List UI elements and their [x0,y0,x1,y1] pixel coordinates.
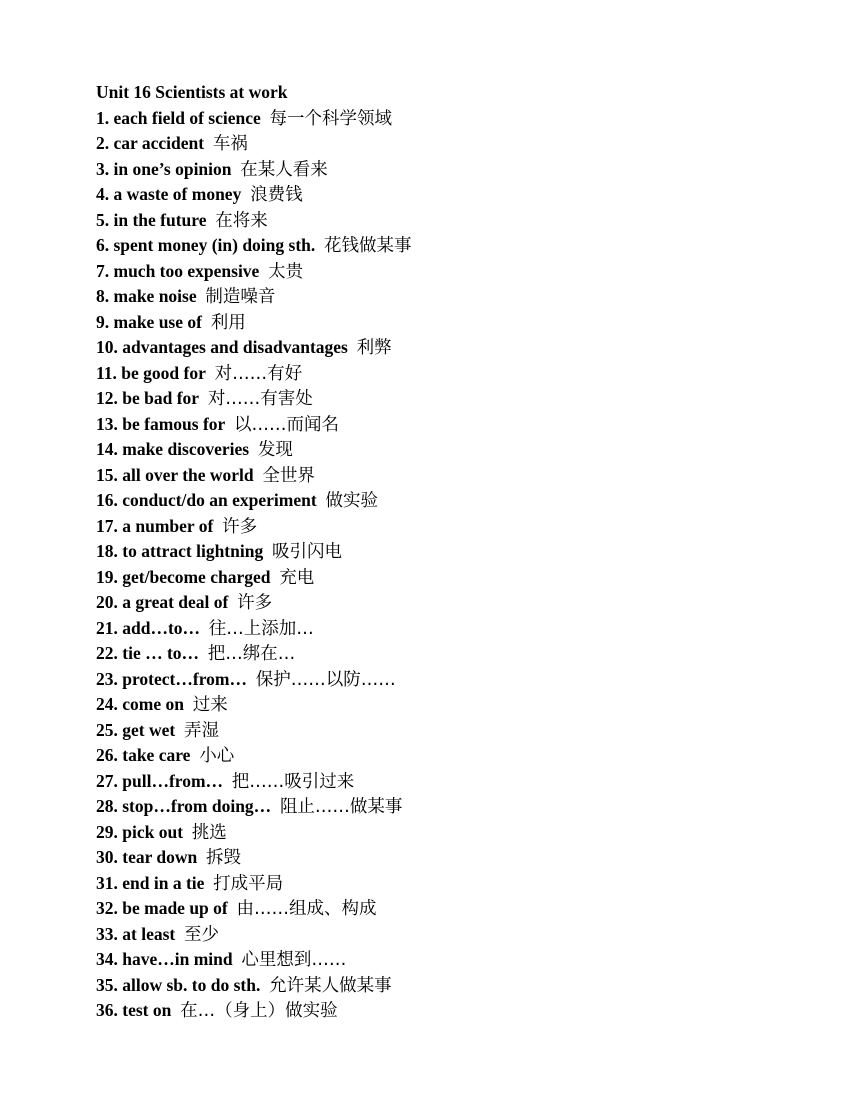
vocab-item [96,947,816,973]
vocab-chinese: 由……组成、构成 [236,899,377,919]
vocab-item [96,667,816,693]
vocab-item [96,871,816,897]
vocab-english: 36. test on [96,1000,172,1020]
vocab-chinese: 全世界 [262,465,315,486]
vocab-english: 19. get/become charged [96,566,271,587]
vocab-english: 9. make use of [96,311,202,332]
vocab-english: 23. protect…from… [96,668,247,689]
vocab-english: 32. be made up of [96,898,228,918]
vocab-chinese: 心里想到…… [241,950,347,970]
vocab-item [96,463,816,489]
vocab-english: 15. all over the world [96,464,254,485]
vocab-english: 11. be good for [96,362,206,383]
vocab-item [96,361,816,387]
vocab-item [96,820,816,846]
vocab-english: 34. have…in mind [96,949,233,969]
vocab-english: 28. stop…from doing… [96,796,272,816]
vocab-item [96,259,816,285]
vocab-english: 25. get wet [96,719,176,740]
vocab-english: 14. make discoveries [96,439,250,459]
vocab-chinese: 小心 [199,746,235,766]
vocab-chinese: 允许某人做某事 [269,975,392,996]
vocab-english: 2. car accident [96,133,205,153]
vocab-item [96,539,816,565]
vocab-english: 5. in the future [96,209,207,230]
vocab-english: 7. much too expensive [96,260,260,281]
vocab-chinese: 对……有好 [214,363,303,384]
vocab-chinese: 弄湿 [183,720,219,741]
vocab-item [96,769,816,795]
vocab-item [96,565,816,591]
vocab-chinese: 往…上添加… [208,618,314,639]
vocab-item [96,157,816,183]
vocab-item [96,973,816,999]
vocab-english: 35. allow sb. to do sth. [96,974,261,995]
vocab-chinese: 把……吸引过来 [231,771,355,792]
vocab-chinese: 车祸 [212,134,248,154]
vocab-chinese: 许多 [237,593,273,613]
vocab-english: 33. at least [96,923,176,944]
vocab-item [96,616,816,642]
vocab-english: 16. conduct/do an experiment [96,490,317,510]
vocab-chinese: 吸引闪电 [271,542,342,562]
vocab-item [96,514,816,540]
vocab-english: 24. come on [96,694,184,714]
vocab-item [96,412,816,438]
vocab-item [96,998,816,1024]
vocab-english: 21. add…to… [96,617,201,638]
vocab-english: 8. make noise [96,286,197,306]
vocab-chinese: 制造噪音 [205,287,276,307]
vocab-item [96,106,816,132]
vocab-item [96,131,816,157]
vocab-chinese: 在…（身上）做实验 [180,1001,338,1021]
vocab-english: 27. pull…from… [96,770,224,791]
vocab-english: 13. be famous for [96,413,226,434]
vocab-english: 30. tear down [96,847,198,867]
vocab-item [96,896,816,922]
vocab-item [96,845,816,871]
vocab-english: 6. spent money (in) doing sth. [96,235,316,255]
page-title: Unit 16 Scientists at work [96,82,288,102]
vocab-chinese: 在某人看来 [240,159,328,180]
vocab-english: 1. each field of science [96,107,261,128]
vocab-chinese: 充电 [279,567,315,588]
vocab-chinese: 挑选 [191,822,227,843]
vocab-item [96,794,816,820]
vocab-item [96,335,816,361]
vocab-chinese: 阻止……做某事 [279,797,403,817]
vocab-english: 3. in one’s opinion [96,158,232,179]
vocab-chinese: 把…绑在… [207,644,296,664]
vocab-item [96,641,816,667]
vocab-item [96,922,816,948]
vocab-english: 29. pick out [96,821,184,842]
vocab-english: 18. to attract lightning [96,541,264,561]
vocab-english: 12. be bad for [96,388,200,408]
vocab-english: 20. a great deal of [96,592,229,612]
vocab-chinese: 每一个科学领域 [269,108,392,129]
vocab-chinese: 发现 [257,440,293,460]
vocab-item [96,208,816,234]
vocab-chinese: 对……有害处 [207,389,313,409]
vocab-english: 26. take care [96,745,191,765]
vocab-chinese: 以……而闻名 [234,414,340,435]
vocab-item [96,590,816,616]
vocab-chinese: 至少 [183,924,219,945]
vocab-chinese: 在将来 [215,210,268,231]
vocab-item [96,692,816,718]
vocab-chinese: 过来 [192,695,228,715]
vocab-item [96,233,816,259]
vocab-item [96,182,816,208]
vocab-chinese: 花钱做某事 [324,236,412,256]
vocab-item [96,310,816,336]
vocab-chinese: 保护……以防…… [255,669,396,690]
vocab-chinese: 做实验 [325,491,378,511]
vocab-item [96,718,816,744]
vocab-english: 17. a number of [96,515,214,536]
vocab-english: 22. tie … to… [96,643,200,663]
vocab-item [96,743,816,769]
vocabulary-list [96,106,816,1024]
vocab-english: 4. a waste of money [96,184,242,204]
vocab-english: 10. advantages and disadvantages [96,337,348,357]
vocabulary-page [96,80,816,1024]
vocab-english: 31. end in a tie [96,872,205,893]
vocab-item [96,488,816,514]
vocab-chinese: 打成平局 [213,873,284,894]
vocab-chinese: 许多 [222,516,258,537]
vocab-chinese: 拆毁 [206,848,242,868]
vocab-chinese: 利弊 [356,338,392,358]
vocab-chinese: 利用 [210,312,246,333]
vocab-chinese: 太贵 [268,261,304,282]
vocab-chinese: 浪费钱 [250,185,303,205]
vocab-item [96,386,816,412]
vocab-item [96,437,816,463]
vocab-item [96,284,816,310]
